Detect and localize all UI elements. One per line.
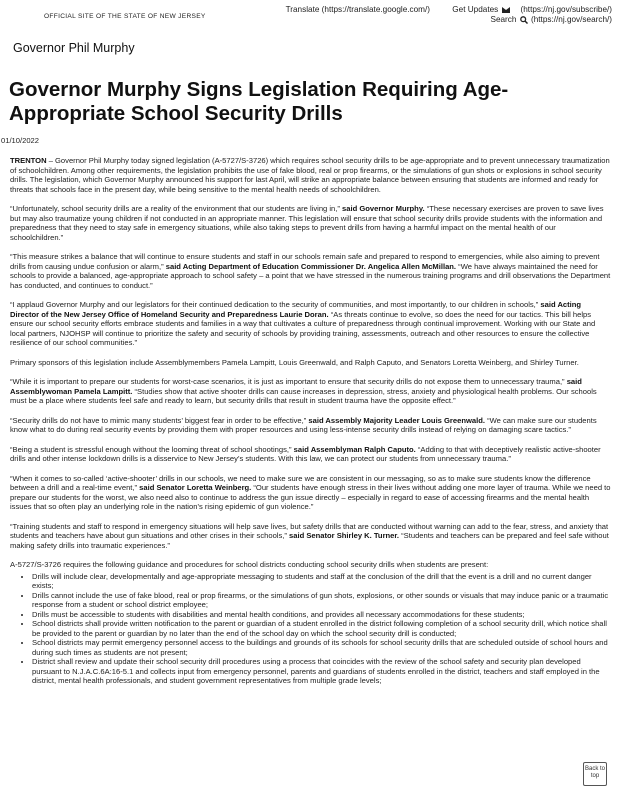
paragraph (10, 377, 611, 406)
quote-text: “Students and teachers can be prepared and feel safe without making safety drills into traumatic experiences.” (10, 531, 609, 550)
paragraph (10, 204, 611, 242)
quote-text: “These necessary exercises are proven to save lives but may also traumatize young children if not conducted in an appropriate manner. This legislation will ensure that school security drills provide students with the information and preparedness that they need to stay safe in emergency situations, while also taking steps to prevent drills from having a harmful impact on the mental health of our schoolchildren.” (10, 204, 604, 242)
get-updates-url: (https://nj.gov/subscribe/) (520, 5, 612, 14)
article-body (10, 156, 611, 686)
list-intro: A-5727/S-3726 requires the following guidance and procedures for school districts conducting school security drills when students are present: (10, 560, 489, 569)
speaker-attribution: said Senator Shirley K. Turner. (286, 531, 400, 540)
paragraph (10, 445, 611, 464)
translate-link[interactable]: Translate (https://translate.google.com/) (285, 5, 430, 14)
list-item: • School districts may permit emergency personnel access to the buildings and grounds of its schools for school security drills that are scheduled outside of school hours and during such times as students are not present; (32, 638, 611, 657)
speaker-attribution: said Governor Murphy. (339, 204, 425, 213)
paragraph (10, 474, 611, 512)
quote-text: “Studies show that active shooter drills can cause increases in depression, stress, anxiety and physiological health problems. Our schools must be a place where students feel safe and ready to learn, but security drills that result in student trauma have the opposite effect.” (10, 386, 597, 405)
search-link[interactable] (490, 15, 612, 24)
page-title: Governor Murphy Signs Legislation Requiring Age-Appropriate School Security Drills (9, 78, 509, 125)
quote-text: “While it is important to prepare our students for worst-case scenarios, it is just as important to ensure that security drills do not expose them to unnecessary trauma,” (10, 377, 565, 386)
speaker-attribution: said Assembly Majority Leader Louis Greenwald. (306, 415, 485, 425)
quote-text: “Training students and staff to respond in emergency situations will help save lives, but safety drills that are conducted without warning can add to the fear, stress, and anxiety that students and teachers have about gun situations and other crises in their schools,” (10, 521, 609, 540)
quote-text: “I applaud Governor Murphy and our legislators for their continued dedication to the security of communities, and most importantly, to our children in schools,” (10, 300, 539, 309)
list-item: • School districts shall provide written notification to the parent or guardian of a student enrolled in the district following completion of a school security drill, which notice shall be provided to the parent or guardian by no later than the end of the school day on which the school security drill is conducted; (32, 619, 611, 638)
site-title[interactable]: Governor Phil Murphy (13, 41, 135, 55)
speaker-attribution: said Acting Department of Education Commissioner Dr. Angelica Allen McMillan. (163, 261, 457, 271)
paragraph (10, 522, 611, 551)
speaker-attribution: said Assemblywoman Pamela Lampitt. (10, 377, 582, 396)
paragraph-text: – Governor Phil Murphy today signed legislation (A-5727/S-3726) which requires school security drills to be age-appropriate and to prevent unnecessary traumatization of schoolchildren. Among other requirements, the legislation prohibits the use of fake blood, real or prop firearms, or the simulations of gun shots or explosions in school security drills. The legislation, which Governor Murphy announced his support for last April, will strike an appropriate balance between ensuring that students are informed and ready for threats that schools face in the present day, while being sensitive to the mental health needs of schoolchildren. (10, 156, 610, 194)
quote-text: “Being a student is stressful enough without the looming threat of school shootings,” (10, 444, 292, 454)
search-icon (520, 16, 528, 24)
paragraph (10, 300, 611, 348)
paragraph (10, 252, 611, 290)
paragraph: Primary sponsors of this legislation include Assemblymembers Pamela Lampitt, Louis Greenwald, and Ralph Caputo, and Senators Loretta Weinberg, and Shirley Turner. (10, 357, 579, 367)
quote-text: “Unfortunately, school security drills are a reality of the environment that our students are living in,” (10, 204, 340, 213)
paragraph (10, 156, 611, 194)
top-links (286, 5, 612, 25)
quote-text: “This measure strikes a balance that will continue to ensure students and staff in our schools remain safe and prepared to respond to emergencies, while also aiming to prevent drills from causing undue confusion or alarm,” (10, 252, 600, 271)
requirements-list (10, 572, 611, 686)
get-updates-label: Get Updates (452, 5, 499, 14)
list-item: • Drills cannot include the use of fake blood, real or prop firearms, or the simulations of gun shots, explosions, or other sounds or visuals that may induce panic or a traumatic response from a student or school district employee; (32, 591, 611, 610)
list-item: • Drills must be accessible to students with disabilities and mental health conditions, and provides all necessary accommodations for these students; (32, 610, 611, 620)
publish-date: 01/10/2022 (1, 136, 40, 145)
quote-text: “Our students have enough stress in their lives without adding one more layer of trauma. While we need to prepare our students for the worst, we also need also to continue to address the gun issue directly – especially in regard to ease of accessing firearms and the mental health issues that so often play an underlying role in the nation’s rising epidemic of gun violence.” (10, 483, 611, 511)
quote-text: “We can make sure our students know what to do during real security events by providing them with proper resources and using less-intense security drills instead of relying on damaging scare tactics.” (10, 415, 597, 434)
speaker-attribution: said Acting Director of the New Jersey Office of Homeland Security and Preparedness Laurie Doran. (10, 300, 582, 319)
paragraph (10, 416, 611, 435)
dateline: TRENTON (10, 156, 47, 165)
official-site-label: OFFICIAL SITE OF THE STATE OF NEW JERSEY (44, 13, 206, 20)
list-item: • District shall review and update their school security drill procedures using a process that coincides with the review of the school safety and security plan developed pursuant to N.J.A.C.6A:16-5.1 and collects input from emergency personnel, parents and guardians of students enrolled in the district, teachers and staff employed in the district, mental health professionals, and student government representatives from multiple grade levels; (32, 657, 611, 686)
quote-text: “As threats continue to evolve, so does the need for our tactics. This bill helps ensure our school security efforts embrace students and families in a way that cultivates a culture of preparedness through continual improvement. Working with our State and local partners, NJOHSP will continue to prioritize the safety and security of schools by providing training, assessments, outreach and other resources to ensure the collective resilience of our school communities.” (10, 309, 596, 347)
quote-text: “Adding to that with deceptively realistic active-shooter drills and other intense lockdown drills is a disservice to New Jersey’s students. With this law, we can protect our students from unnecessary trauma.” (10, 444, 601, 463)
get-updates-link[interactable] (442, 5, 612, 14)
back-to-top-button[interactable]: Back to top (583, 762, 607, 786)
quote-text: “Security drills do not have to mimic many students’ biggest fear in order to be effective,” (10, 415, 307, 425)
speaker-attribution: said Senator Loretta Weinberg. (137, 483, 252, 492)
quote-text: “We have always maintained the need for schools to provide a balanced, age-appropriate approach to school safety – a point that we have stressed in the numerous training programs and drill observations the Department has conducted, and continues to conduct.” (10, 261, 611, 290)
quote-text: “When it comes to so-called ‘active-shooter’ drills in our schools, we need to make sure we are consistent in our messaging, so as to make sure students know the difference between a drill and a real-time event,” (10, 473, 591, 492)
speaker-attribution: said Assemblyman Ralph Caputo. (291, 444, 416, 454)
list-item: • Drills will include clear, developmentally and age-appropriate messaging to students and staff at the conclusion of the drill that the event is a drill and no current danger exists; (32, 572, 611, 591)
envelope-icon (502, 7, 510, 13)
search-label: Search (490, 15, 517, 24)
search-url: (https://nj.gov/search/) (531, 15, 612, 24)
